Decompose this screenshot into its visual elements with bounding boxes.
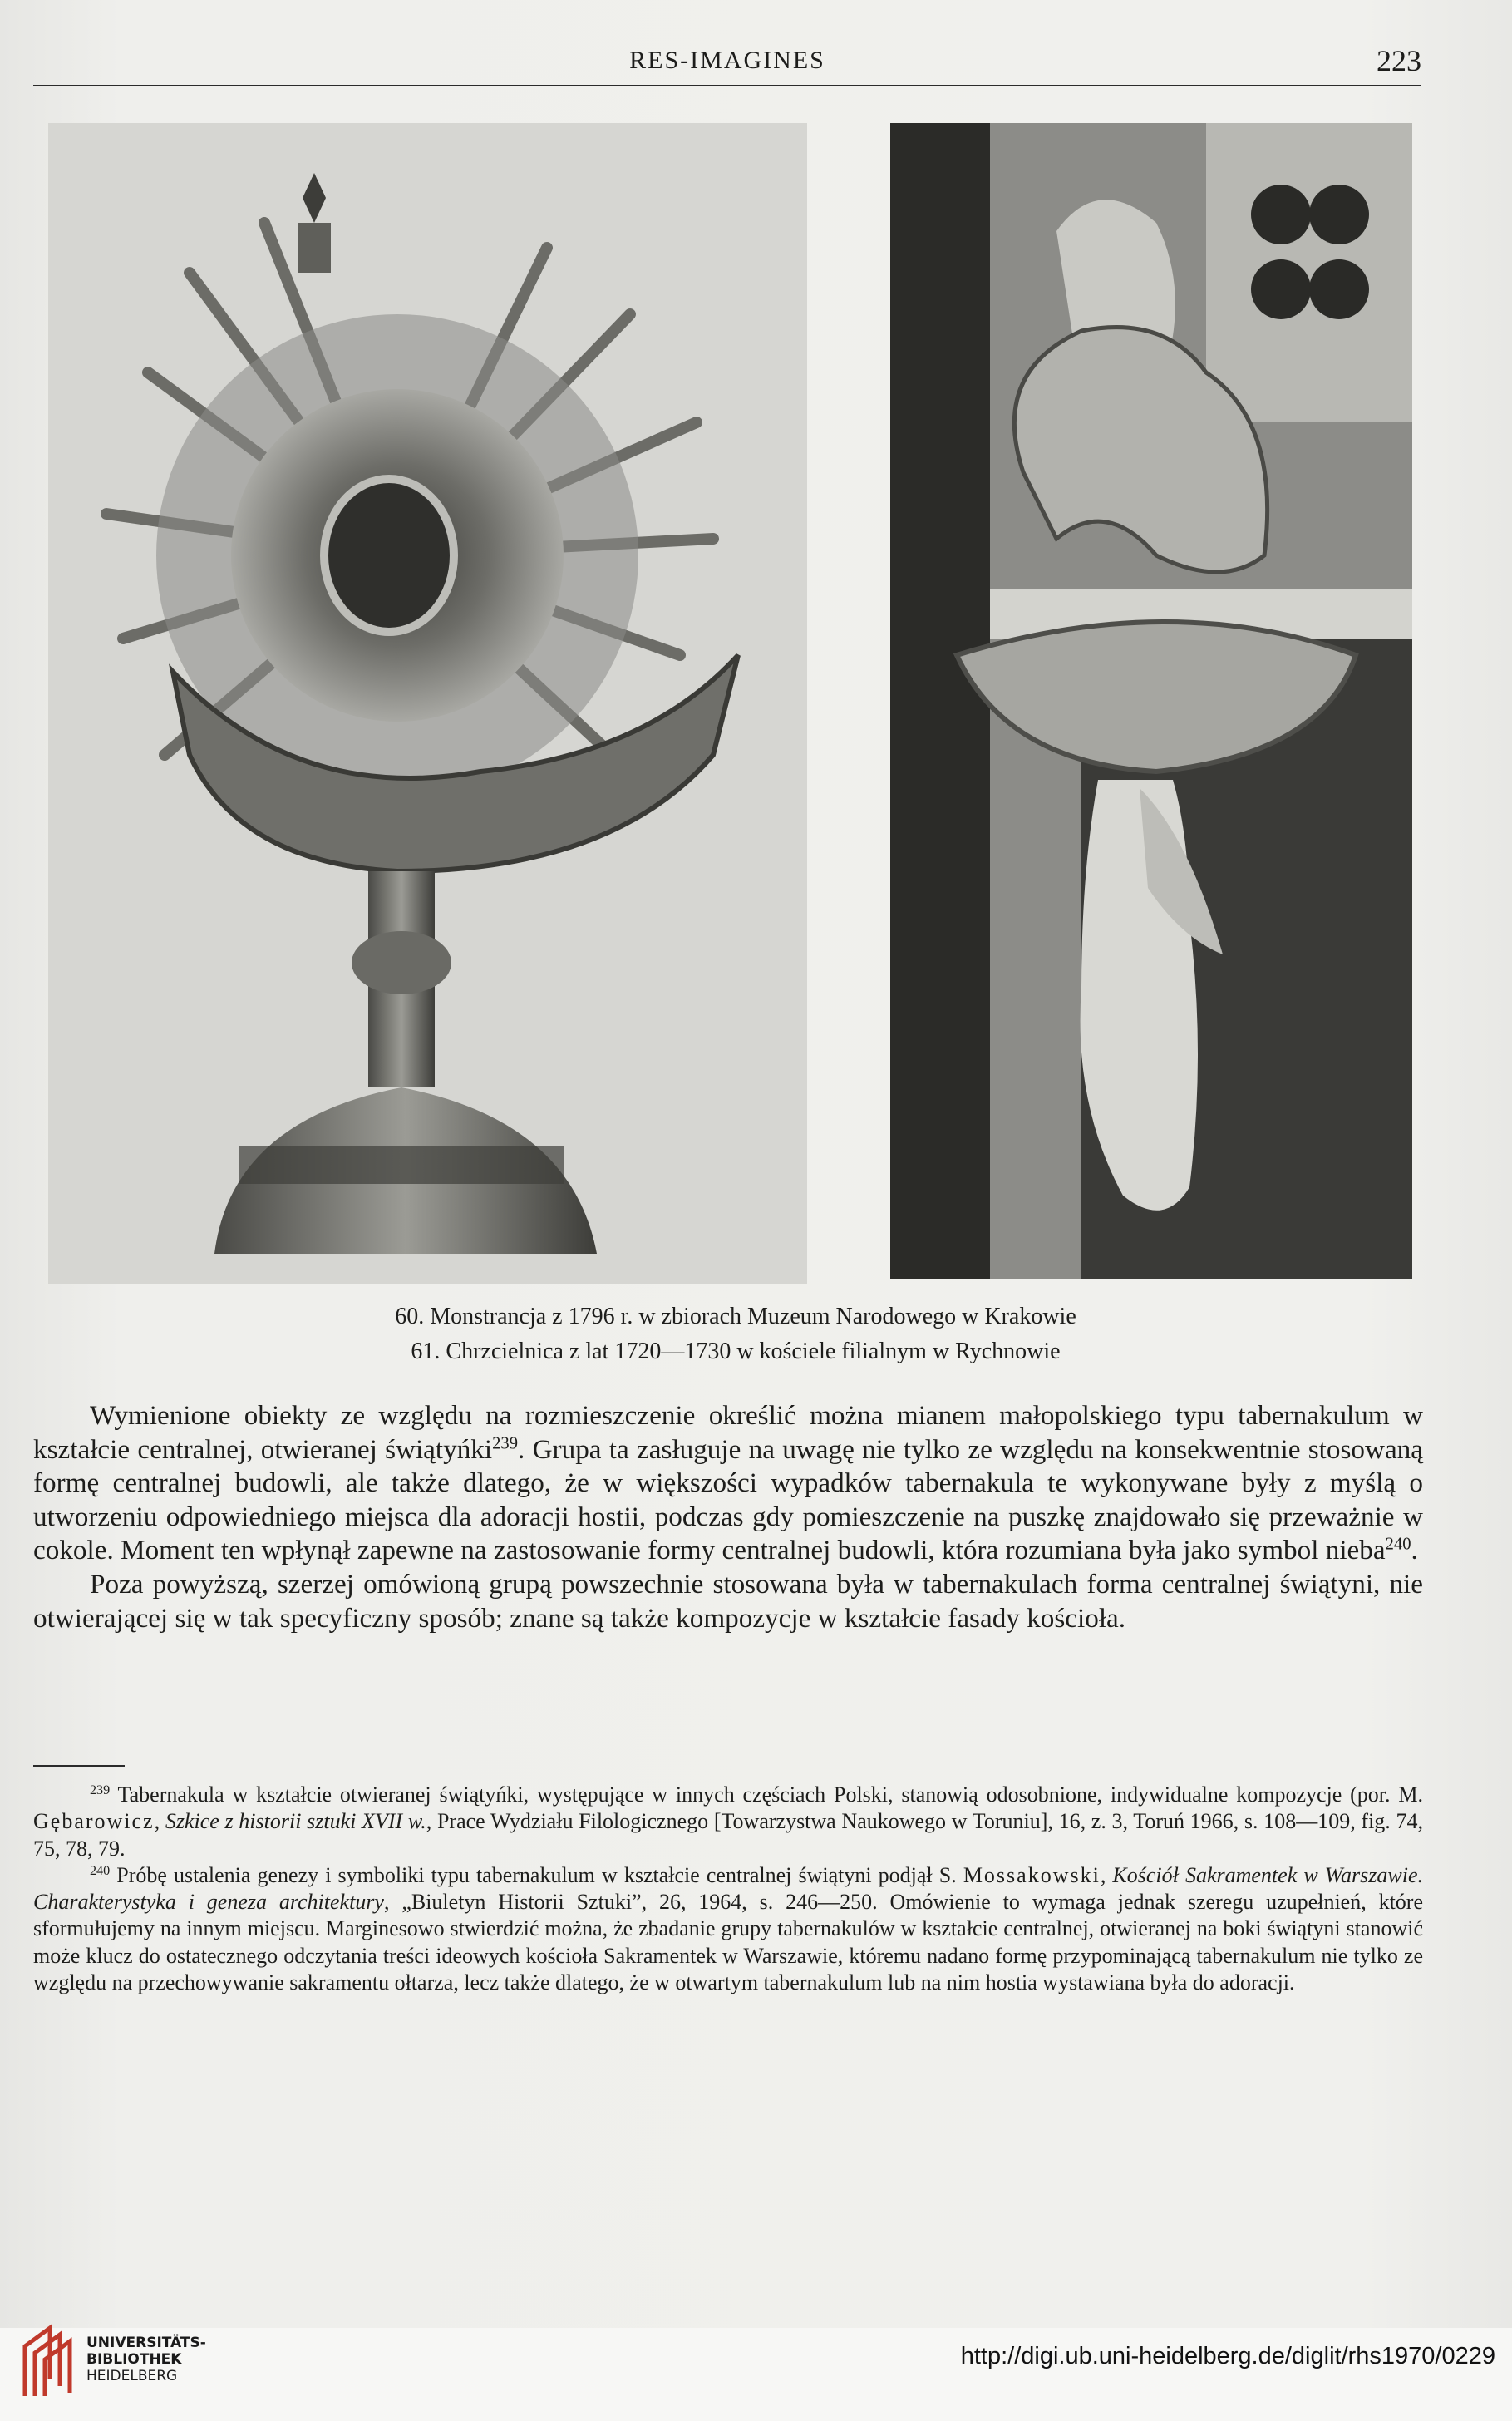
- footnote-title: Szkice z historii sztuki XVII w.: [165, 1809, 426, 1834]
- running-title: RES-IMAGINES: [629, 47, 825, 74]
- paragraph-1-part-a: Wymienione obiekty ze względu na rozmieszczenie określić można mianem małopolskiego typu tabernakulum w kształcie centralnej, otwieranej świątyńki: [33, 1400, 1423, 1465]
- footnote-text: ,: [154, 1809, 165, 1834]
- footnote-ref-240: 240: [1385, 1536, 1411, 1555]
- monstrance-illustration: [48, 123, 807, 1284]
- page-number: 223: [1377, 44, 1421, 77]
- footnote-ref-239: 239: [492, 1434, 519, 1453]
- figure-60-monstrance-photo: [48, 123, 807, 1284]
- paragraph-1-part-b: . Grupa ta zasługuje na uwagę nie tylko ze względu na konsekwentnie stosowaną formę centralnej budowli, ale także dlatego, że w większości wypadków tabernakula te wykonywane były z myślą o utworzeniu odpowiedniego miejsca dla adoracji hostii, podczas gdy pomieszczenie na puszkę znajdowało się przeważnie w cokole. Moment ten wpłynął zapewne na zastosowanie formy centralnej budowli, która rozumiana była jako symbol nieba: [33, 1433, 1423, 1566]
- library-logo-icon: [17, 2321, 76, 2401]
- figure-60-caption: 60. Monstrancja z 1796 r. w zbiorach Muzeum Narodowego w Krakowie: [395, 1304, 1076, 1329]
- library-name-line: UNIVERSITÄTS-: [86, 2335, 206, 2351]
- source-url-link[interactable]: http://digi.ub.uni-heidelberg.de/diglit/rhs1970/0229: [960, 2343, 1495, 2369]
- library-name-line: BIBLIOTHEK: [86, 2351, 182, 2368]
- footnote-240: [33, 1862, 1423, 1996]
- running-header: [33, 43, 1421, 86]
- footnote-title: Kościół Sakramentek w Warszawie. Charakterystyka i geneza architektury: [33, 1862, 1423, 1915]
- main-text: [33, 1399, 1423, 1635]
- paragraph-1-part-c: .: [1411, 1535, 1418, 1566]
- footnote-author: Gębarowicz: [33, 1809, 155, 1834]
- library-name-line: HEIDELBERG: [86, 2368, 178, 2384]
- figure-61-baptismal-font-photo: [890, 123, 1412, 1279]
- paragraph-1: [33, 1399, 1423, 1568]
- baptismal-font-illustration: [890, 123, 1412, 1279]
- footnote-text: , Prace Wydziału Filologicznego [Towarzystwa Naukowego w Toruniu], 16, z. 3, Toruń 1966, s. 108—109, fig. 74, 75, 78, 79.: [33, 1809, 1423, 1861]
- figure-captions: [33, 1299, 1438, 1369]
- footnote-number: 240: [90, 1864, 111, 1879]
- footnote-text: , „Biuletyn Historii Sztuki”, 26, 1964, s. 246—250. Omówienie to wymaga jednak szeregu uzupełnień, które sformułujemy na innym miejscu. Marginesowo stwierdzić można, że zbadanie grupy tabernakulów w kształcie centralnej, otwieranej na boki świątyni stanowić może klucz do ostatecznego odczytania treści ideowych kościoła Sakramentek w Warszawie, któremu nadano formę przypominającą tabernakulum nie tylko ze względu na przechowywanie sakramentu ołtarza, lecz także dlatego, że w otwartym tabernakulum lub na nim hostia wystawiana była do adoracji.: [33, 1890, 1423, 1995]
- footnote-number: 239: [90, 1783, 111, 1798]
- footnote-text: Tabernakula w kształcie otwieranej świątyńki, występujące w innych częściach Polski, stanowią odosobnione, indywidualne kompozycje (por. M.: [110, 1782, 1423, 1807]
- digitization-footer: [0, 2328, 1512, 2421]
- footnote-text: Próbę ustalenia genezy i symboliki typu tabernakulum w kształcie centralnej świątyni podjął S.: [110, 1862, 963, 1887]
- library-name: [86, 2335, 206, 2384]
- footnote-239: [33, 1782, 1423, 1862]
- footnotes: [33, 1782, 1423, 1996]
- footnote-text: ,: [1100, 1862, 1113, 1887]
- footnote-separator: [33, 1765, 125, 1767]
- paragraph-2: Poza powyższą, szerzej omówioną grupą powszechnie stosowana była w tabernakulach forma centralnej świątyni, nie otwierającej się w tak specyficzny sposób; znane są także kompozycje w kształcie fasady kościoła.: [33, 1568, 1423, 1634]
- figure-61-caption: 61. Chrzcielnica z lat 1720—1730 w kościele filialnym w Rychnowie: [411, 1339, 1061, 1364]
- footnote-author: Mossakowski: [963, 1862, 1101, 1887]
